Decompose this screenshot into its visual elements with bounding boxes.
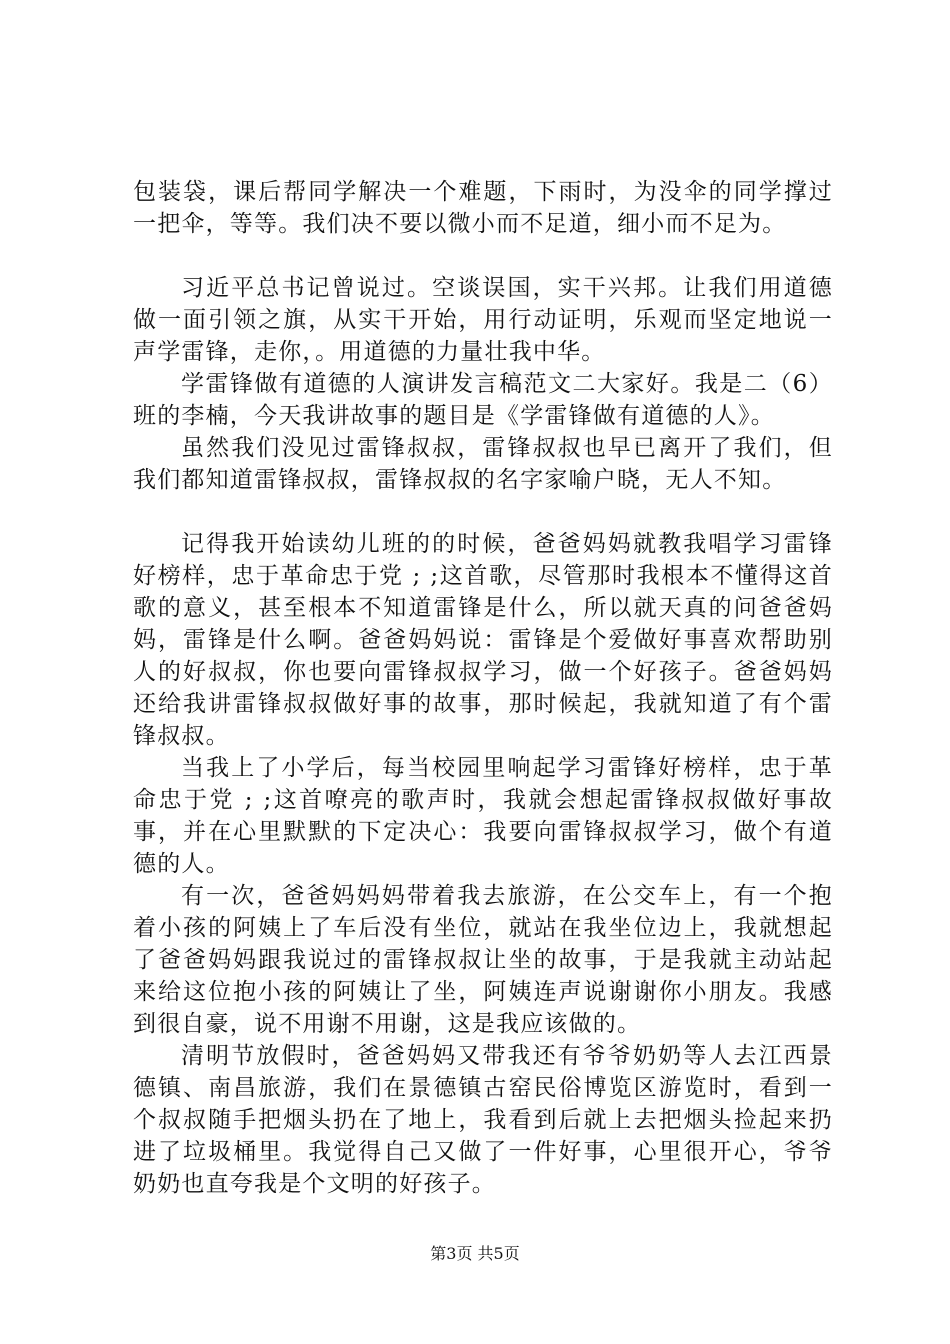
paragraph-qingming-story: 清明节放假时，爸爸妈妈又带我还有爷爷奶奶等人去江西景德镇、南昌旅游，我们在景德镇古窑民俗博览区游览时，看到一个叔叔随手把烟头扔在了地上，我看到后就上去把烟头捡起来扔进了垃圾桶里。我觉得自己又做了一件好事，心里很开心，爷爷奶奶也直夸我是个文明的好孩子。 [133, 1043, 833, 1197]
paragraph-primary-school: 当我上了小学后，每当校园里响起学习雷锋好榜样，忠于革命忠于党 ; ;这首嘹亮的歌声时，我就会想起雷锋叔叔做好事故事，并在心里默默的下定决心：我要向雷锋叔叔学习，做个有道德的人。 [133, 755, 833, 877]
document-body [133, 176, 833, 1200]
page-footer [0, 1244, 950, 1264]
paragraph-continuation: 包装袋，课后帮同学解决一个难题，下雨时，为没伞的同学撑过一把伞，等等。我们决不要以微小而不足道，细小而不足为。 [133, 179, 833, 237]
paragraph-lei-feng-known: 虽然我们没见过雷锋叔叔，雷锋叔叔也早已离开了我们，但我们都知道雷锋叔叔，雷锋叔叔的名字家喻户晓，无人不知。 [133, 435, 833, 493]
page-number: 第3页 共5页 [430, 1244, 520, 1263]
paragraph-speech-intro: 学雷锋做有道德的人演讲发言稿范文二大家好。我是二（6）班的李楠，今天我讲故事的题目是《学雷锋做有道德的人》。 [133, 371, 833, 429]
paragraph-bus-story: 有一次，爸爸妈妈妈带着我去旅游，在公交车上，有一个抱着小孩的阿姨上了车后没有坐位，就站在我坐位边上，我就想起了爸爸妈妈跟我说过的雷锋叔叔让坐的故事，于是我就主动站起来给这位抱小孩的阿姨让了坐，阿姨连声说谢谢你小朋友。我感到很自豪，说不用谢不用谢，这是我应该做的。 [133, 883, 833, 1037]
paragraph-quote: 习近平总书记曾说过。空谈误国，实干兴邦。让我们用道德做一面引领之旗，从实干开始，用行动证明，乐观而坚定地说一声学雷锋，走你，。用道德的力量壮我中华。 [133, 275, 833, 365]
paragraph-kindergarten: 记得我开始读幼儿班的的时候，爸爸妈妈就教我唱学习雷锋好榜样，忠于革命忠于党 ; ;这首歌，尽管那时我根本不懂得这首歌的意义，甚至根本不知道雷锋是什么，所以就天真的问爸爸妈妈，雷锋是什么啊。爸爸妈妈说：雷锋是个爱做好事喜欢帮助别人的好叔叔，你也要向雷锋叔叔学习，做一个好孩子。爸爸妈妈还给我讲雷锋叔叔做好事的故事，那时候起，我就知道了有个雷锋叔叔。 [133, 531, 833, 749]
